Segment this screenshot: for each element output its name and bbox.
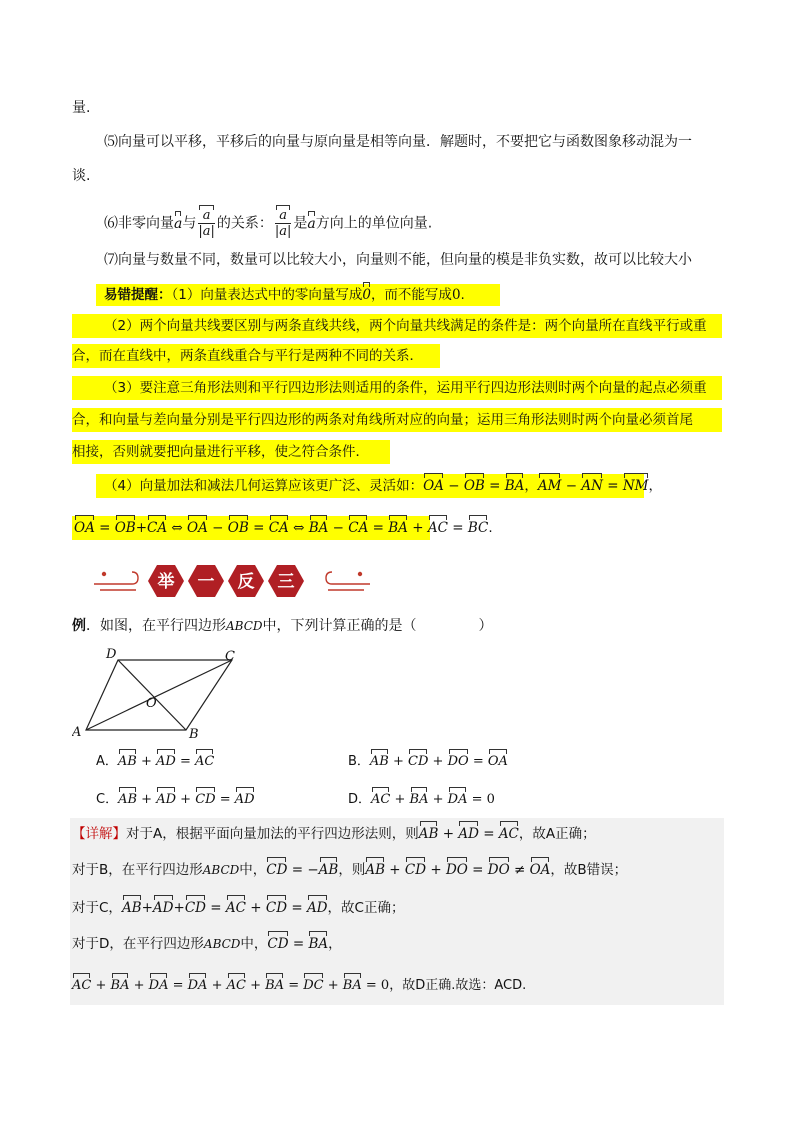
vector-term: AC (72, 976, 91, 996)
p6-text: 是 (293, 215, 308, 232)
vector-term: BA (410, 790, 429, 810)
operator: = (175, 754, 196, 769)
parallelogram-figure (72, 646, 252, 742)
option-label: B． (348, 754, 370, 769)
banner-char: 举 (157, 572, 175, 592)
tip-1 (104, 285, 465, 305)
vector-term: AB (121, 900, 142, 916)
operator: = 0 (361, 978, 390, 993)
operator: + (323, 978, 343, 993)
example-label: 例 (72, 618, 86, 634)
answer-text: ，则 (338, 862, 366, 878)
vector-term: AC (227, 976, 246, 996)
vector-term: OA (529, 862, 551, 878)
vector-term: AD (156, 752, 176, 772)
operator: = (205, 900, 226, 916)
answer-equation (365, 862, 550, 878)
answer-tag: 【详解】 (72, 826, 126, 842)
fraction-denominator: |a| (274, 224, 292, 239)
vector-term: AB (418, 826, 439, 842)
vector-term: AC (195, 752, 214, 772)
vector-term: BA (308, 936, 329, 952)
answer-text: ，故B错误； (550, 862, 628, 878)
paragraph-7: ⑺向量与数量不同，数量可以比较大小，向量则不能，但向量的模是非负实数，故可以比较大小 (104, 252, 692, 268)
answer-equation (266, 862, 338, 878)
p6-text: 的关系： (216, 215, 273, 232)
vector-term: OA (74, 520, 95, 536)
operator: + (135, 520, 148, 536)
operator: + (91, 978, 111, 993)
vector-term: AM (537, 478, 562, 494)
operator: − (443, 478, 464, 494)
diagonal-bd (118, 660, 186, 730)
option-a[interactable] (96, 752, 214, 772)
vector-term: AC (427, 520, 448, 536)
vector-term: AD (235, 790, 255, 810)
vector-term: NM (622, 478, 649, 494)
vertex-label-c: C (225, 649, 235, 664)
answer-line-1 (72, 824, 596, 844)
vector-term: BA (308, 520, 329, 536)
operator: + (245, 900, 266, 916)
tip-text: ， (524, 478, 538, 494)
vector-a: a (174, 215, 183, 232)
tip-text: （4）向量加法和减法几何运算应该更广泛、灵活如： (104, 478, 424, 494)
operator: = (288, 936, 309, 952)
center-label-o: O (146, 696, 157, 711)
operator: = (248, 520, 269, 536)
vector-term: AC (498, 826, 519, 842)
answer-text: 中， (239, 862, 267, 878)
vector-term: DC (303, 976, 323, 996)
vector-term: BA (111, 976, 130, 996)
tip-2b: 合，而在直线中，两条直线重合与平行是两种不同的关系． (72, 348, 423, 364)
operator: + (385, 862, 405, 878)
operator: ≠ (509, 862, 530, 878)
option-label: A． (96, 754, 118, 769)
zero-scalar: 0 (451, 287, 461, 303)
answer-text: 对于A，根据平面向量加法的平行四边形法则，则 (126, 826, 419, 842)
answer-text: 中， (240, 936, 268, 952)
answer-line-4 (72, 934, 342, 954)
answer-text: 对于C， (72, 900, 122, 916)
fraction-numerator: a (275, 208, 292, 224)
vector-term: BA (265, 976, 284, 996)
operator: + (141, 900, 153, 916)
shape-name: ABCD (203, 937, 241, 951)
vector-term: CD (265, 900, 288, 916)
question-text: 中，下列计算正确的是（ (262, 618, 417, 634)
vector-term: BA (343, 976, 362, 996)
unit-vector-fraction (198, 208, 215, 239)
operator: + (173, 900, 185, 916)
vector-term: DA (448, 790, 468, 810)
operator: + (390, 792, 410, 807)
operator: = (287, 900, 307, 916)
paragraph-5: ⑸向量可以平移，平移后的向量与原向量是相等向量．解题时，不要把它与函数图象移动混为一 (104, 134, 692, 150)
tip-2a: （2）两个向量共线要区别与两条直线共线，两个向量共线满足的条件是：两个向量所在直线平行或重 (104, 318, 707, 334)
operator: + (428, 792, 448, 807)
fraction-numerator: a (198, 208, 215, 224)
answer-text: ，故A正确； (518, 826, 596, 842)
option-c[interactable] (96, 790, 255, 810)
vector-term: CA (348, 520, 369, 536)
option-label: D． (348, 792, 372, 807)
example-question (72, 616, 493, 636)
operator: + (176, 792, 196, 807)
vector-term: AD (306, 900, 328, 916)
section-banner (92, 558, 372, 604)
vector-term: AD (156, 790, 176, 810)
banner-char: 三 (277, 572, 295, 592)
answer-equation (122, 900, 328, 916)
hexagon-row (148, 565, 304, 597)
operator: = (94, 520, 115, 536)
answer-text: ，故C正确； (327, 900, 405, 916)
paragraph-5-cont: 谈. (72, 168, 91, 184)
vector-term: CA (147, 520, 168, 536)
operator: = − (287, 862, 319, 878)
vector-term: AB (365, 862, 385, 878)
answer-text: ，故D正确.故选：ACD. (389, 978, 527, 993)
operator: = (368, 520, 389, 536)
operator: = (447, 520, 468, 536)
vector-term: AB (370, 752, 389, 772)
tip-3c: 相接，否则就要把向量进行平移，使之符合条件． (72, 444, 369, 460)
tip-text: （1）向量表达式中的零向量写成 (171, 287, 363, 303)
operator: = (468, 754, 488, 769)
operator: + (407, 520, 428, 536)
tip-4 (104, 476, 662, 496)
question-text: ．如图，在平行四边形 (86, 618, 226, 634)
vector-term: CD (266, 862, 288, 878)
operator: + (426, 862, 446, 878)
unit-vector-fraction (275, 208, 292, 239)
vector-term: DO (487, 862, 510, 878)
operator: + (438, 826, 459, 842)
p6-text: ⑹非零向量 (104, 215, 174, 232)
operator: + (207, 978, 227, 993)
operator: + (137, 792, 157, 807)
vertex-label-b: B (189, 727, 199, 742)
vector-term: AC (225, 900, 246, 916)
answer-line-5 (72, 976, 526, 996)
tip-text: ， (648, 478, 662, 494)
vector-term: DO (445, 862, 468, 878)
option-equation (118, 754, 214, 769)
vector-term: DA (188, 976, 208, 996)
vector-term: BC (467, 520, 489, 536)
tip-3b: 合，和向量与差向量分别是平行四边形的两条对角线所对应的向量；运用三角形法则时两个向量必须首尾 (72, 412, 693, 428)
vector-term: OB (463, 478, 485, 494)
vector-term: AC (371, 790, 390, 810)
vector-term: CD (267, 936, 289, 952)
vector-term: OB (114, 520, 136, 536)
vector-term: CD (195, 790, 215, 810)
left-swirl-decoration (94, 572, 138, 590)
shape-name: ABCD (202, 863, 240, 877)
vector-a: a (307, 215, 316, 232)
operator: + (129, 978, 149, 993)
vector-term: AD (458, 826, 479, 842)
vector-term: DA (149, 976, 169, 996)
answer-text: 对于B，在平行四边形 (72, 862, 203, 878)
vector-term: AD (152, 900, 174, 916)
option-equation (371, 792, 495, 807)
operator: ⇔ (288, 520, 309, 536)
option-equation (370, 754, 508, 769)
operator: = (215, 792, 235, 807)
shape-name: ABCD (226, 619, 263, 633)
fraction-denominator: |a| (198, 224, 215, 239)
operator: = (168, 978, 188, 993)
operator: = (284, 978, 304, 993)
vector-term: AB (118, 752, 137, 772)
equivalence-chain (74, 520, 488, 536)
operator: = (602, 478, 623, 494)
vector-term: DO (448, 752, 469, 772)
tip-label: 易错提醒： (104, 287, 172, 303)
operator: = (467, 862, 488, 878)
operator: − (561, 478, 582, 494)
answer-equation (419, 826, 519, 842)
right-swirl-decoration (326, 572, 370, 590)
question-text: ） (478, 618, 493, 634)
answer-line-3 (72, 898, 404, 918)
vector-term: OA (423, 478, 444, 494)
tip-text: . (488, 520, 493, 536)
option-equation (118, 792, 254, 807)
tip-text: ，而不能写成 (370, 287, 452, 303)
answer-text: ， (328, 936, 342, 952)
tip-text: . (460, 287, 465, 303)
equation-1 (423, 478, 524, 494)
operator: − (328, 520, 349, 536)
p6-text: 与 (182, 215, 197, 232)
operator: ⇔ (167, 520, 188, 536)
answer-line-2 (72, 860, 627, 880)
operator: = (478, 826, 499, 842)
vector-term: BA (504, 478, 525, 494)
answer-text: 对于D，在平行四边形 (72, 936, 204, 952)
vertex-label-d: D (106, 647, 117, 662)
vertex-label-a: A (72, 725, 82, 740)
operator: + (428, 754, 448, 769)
operator: + (245, 978, 266, 993)
option-b[interactable] (348, 752, 508, 772)
banner-char: 反 (237, 572, 255, 592)
vector-term: CD (404, 862, 427, 878)
operator: + (136, 754, 157, 769)
banner-char: 一 (197, 572, 215, 592)
vector-term: CD (184, 900, 206, 916)
equation-2 (538, 478, 649, 494)
option-label: C． (96, 792, 119, 807)
operator: = (484, 478, 505, 494)
vector-term: BA (388, 520, 408, 536)
vector-term: AB (318, 862, 339, 878)
vector-term: AB (118, 790, 137, 810)
vector-term: OA (488, 752, 508, 772)
answer-equation (267, 936, 328, 952)
tip-5 (74, 518, 493, 538)
tip-3a: （3）要注意三角形法则和平行四边形法则适用的条件，运用平行四边形法则时两个向量的起点必须重 (104, 380, 707, 396)
vector-term: AN (581, 478, 603, 494)
paragraph-6 (104, 208, 432, 239)
operator: = 0 (467, 792, 495, 807)
diagonal-ac (86, 660, 232, 730)
answer-equation (72, 978, 389, 993)
vector-term: CD (408, 752, 428, 772)
zero-vector: 0 (362, 287, 371, 303)
operator: + (388, 754, 409, 769)
paragraph-fragment: 量. (72, 100, 91, 116)
operator: − (207, 520, 228, 536)
option-d[interactable] (348, 790, 495, 810)
vector-term: OB (227, 520, 249, 536)
vector-term: OA (187, 520, 208, 536)
p6-text: 方向上的单位向量. (315, 215, 433, 232)
vector-term: CA (268, 520, 289, 536)
